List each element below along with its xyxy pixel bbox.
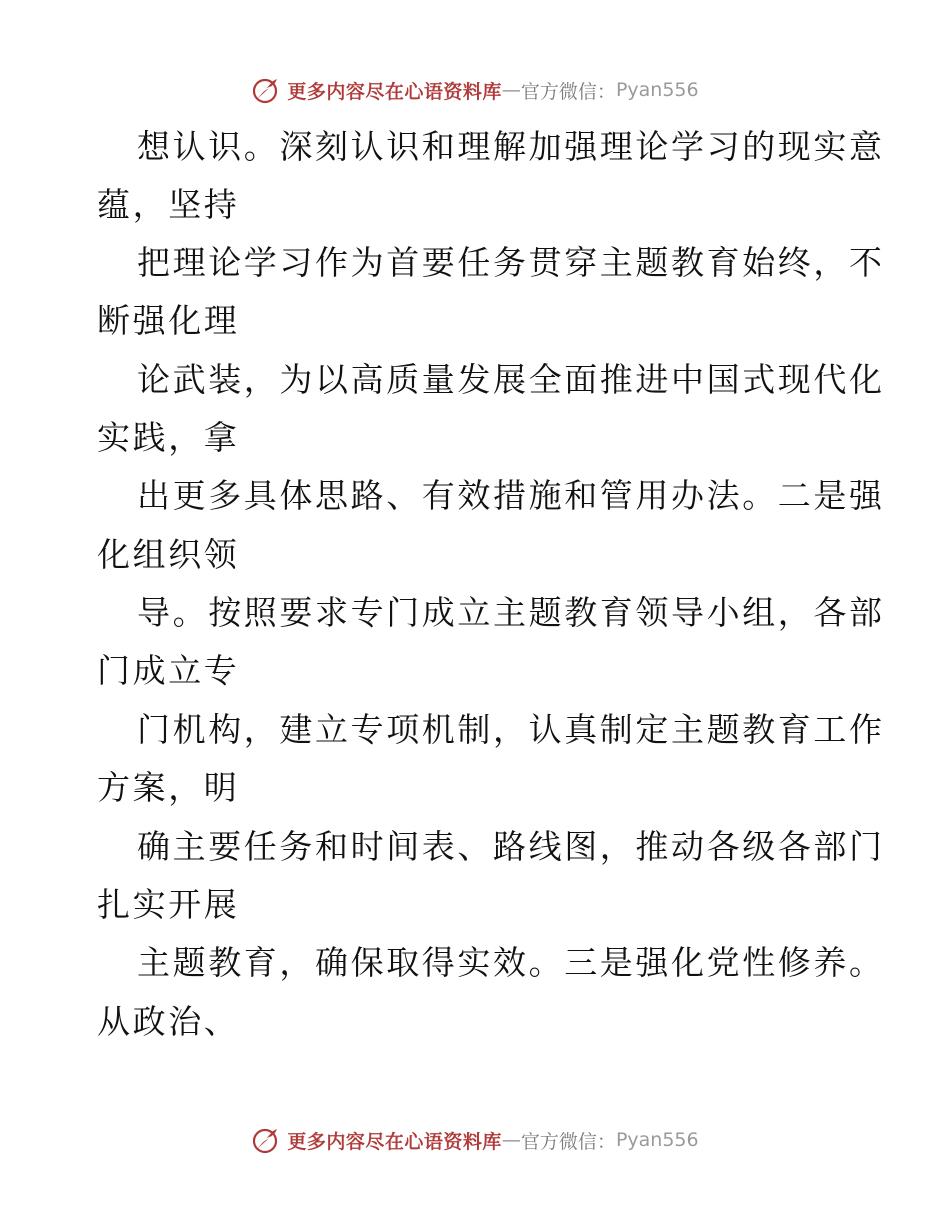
banner-site-name: 更多内容尽在心语资料库 [287, 80, 502, 103]
paragraph-line: 从政治、 [97, 1002, 240, 1041]
paragraph-line: 确主要任务和时间表、路线图，推动各级各部门 [137, 827, 885, 866]
paragraph-line: 门机构，建立专项机制，认真制定主题教育工作 [137, 710, 885, 749]
paragraph-line: 门成立专 [97, 651, 240, 690]
banner-wechat-label: 官方微信： [520, 1130, 616, 1153]
paragraph-line: 导。按照要求专门成立主题教育领导小组，各部 [137, 593, 885, 632]
banner-wechat-id: Pyan556 [615, 79, 699, 101]
paragraph-line: 出更多具体思路、有效措施和管用办法。二是强 [137, 476, 885, 515]
paragraph-line: 实践，拿 [97, 418, 240, 457]
quill-pen-logo-icon [251, 1125, 281, 1155]
paragraph-line: 方案，明 [97, 768, 240, 807]
banner-site-name: 更多内容尽在心语资料库 [287, 1130, 502, 1153]
paragraph-line: 主题教育，确保取得实效。三是强化党性修养。 [137, 943, 885, 982]
paragraph-line: 想认识。深刻认识和理解加强理论学习的现实意 [137, 127, 885, 166]
paragraph-line: 把理论学习作为首要任务贯穿主题教育始终，不 [137, 243, 885, 282]
paragraph-line: 蕴，坚持 [97, 185, 240, 224]
banner-wechat-id: Pyan556 [615, 1129, 699, 1151]
banner-dash: — [501, 79, 521, 101]
header-banner [0, 72, 950, 108]
paragraph-line: 化组织领 [97, 535, 240, 574]
paragraph-line: 论武装，为以高质量发展全面推进中国式现代化 [137, 360, 885, 399]
paragraph-line: 扎实开展 [97, 885, 240, 924]
banner-wechat-label: 官方微信： [520, 80, 616, 103]
quill-pen-logo-icon [251, 75, 281, 105]
banner-dash: — [501, 1129, 521, 1151]
footer-banner [0, 1122, 950, 1158]
paragraph-line: 断强化理 [97, 301, 240, 340]
